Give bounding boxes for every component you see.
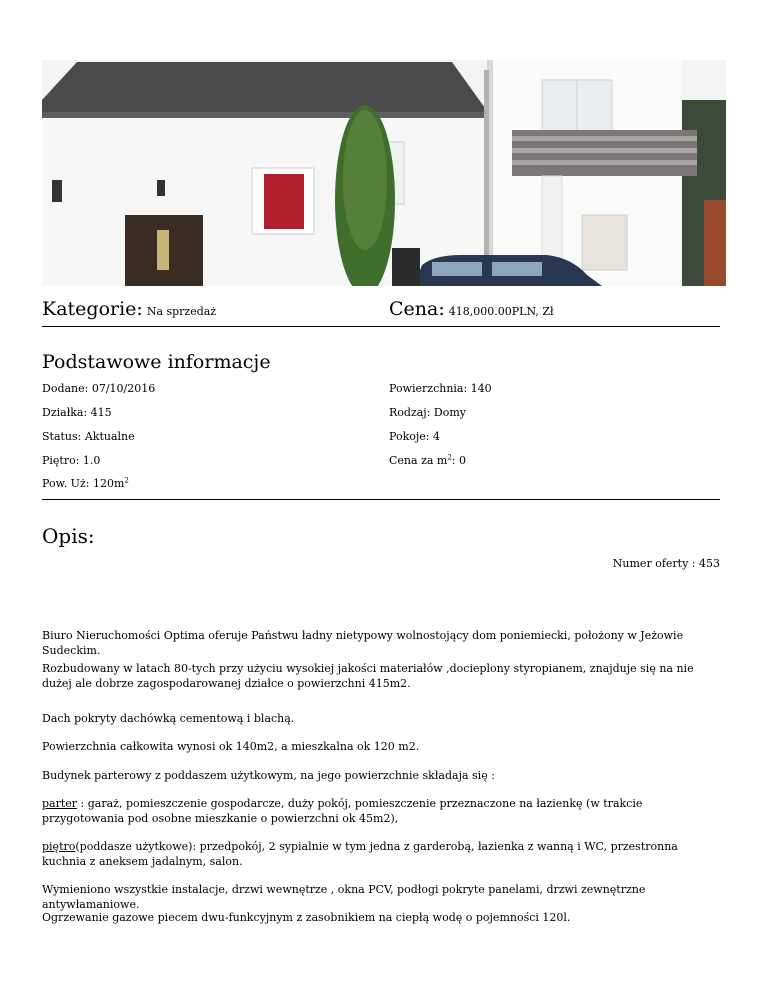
info-usable-area [42, 477, 129, 490]
usable-area-label: Pow. Uż: 120m [42, 477, 125, 490]
info-area: Powierzchnia: 140 [389, 382, 492, 395]
price [389, 298, 554, 320]
description-paragraph: Ogrzewanie gazowe piecem dwu-funkcyjnym z zasobnikiem na ciepłą wodę o pojemności 120l. [42, 911, 571, 924]
category-value: Na sprzedaż [146, 305, 217, 318]
basic-info-heading: Podstawowe informacje [42, 351, 271, 373]
description-paragraph: Dach pokryty dachówką cementową i blachą. [42, 712, 295, 725]
property-photo [42, 60, 726, 286]
sup-2: 2 [447, 453, 452, 462]
summary-row [42, 298, 726, 328]
description-paragraph-ground-floor [42, 796, 712, 826]
offer-number: Numer oferty : 453 [612, 557, 720, 570]
description-paragraph: Budynek parterowy z poddaszem użytkowym, na jego powierzchnie składaja się : [42, 769, 495, 782]
category [42, 298, 216, 320]
description-paragraph: Rozbudowany w latach 80-tych przy użyciu wysokiej jakości materiałów ,docieplony styropianem, znajduje się na nie dużej ale dobrze zagospodarowanej działce o powierzchni 415m2. [42, 662, 694, 690]
price-value: 418,000.00PLN, Zł [448, 305, 554, 318]
info-type: Rodzaj: Domy [389, 406, 466, 419]
description-paragraph-upper-floor [42, 839, 712, 869]
description-paragraph: Powierzchnia całkowita wynosi ok 140m2, a mieszkalna ok 120 m2. [42, 740, 420, 753]
sup-2: 2 [124, 476, 129, 485]
upper-floor-link[interactable]: piętro [42, 840, 76, 853]
ground-floor-text: : garaż, pomieszczenie gospodarcze, duży pokój, pomieszczenie przeznaczone na łazienkę (w trakcie przygotowania pod osobne mieszkanie o powierzchni ok 45m2), [42, 797, 643, 825]
description-heading: Opis: [42, 524, 95, 548]
info-plot: Działka: 415 [42, 406, 112, 419]
info-status: Status: Aktualne [42, 430, 135, 443]
price-per-m-label: Cena za m [389, 454, 448, 467]
info-price-per-m2 [389, 454, 466, 467]
info-rooms: Pokoje: 4 [389, 430, 440, 443]
category-label: Kategorie: [42, 298, 143, 320]
price-label: Cena: [389, 298, 445, 320]
divider [42, 326, 720, 327]
ground-floor-link[interactable]: parter [42, 797, 78, 810]
price-per-m-value: : 0 [451, 454, 467, 467]
description-paragraph: Biuro Nieruchomości Optima oferuje Państwu ładny nietypowy wolnostojący dom poniemiecki, położony w Jeżowie Sudeckim. [42, 629, 684, 657]
description-paragraph: Wymieniono wszystkie instalacje, drzwi wewnętrze , okna PCV, podłogi pokryte panelami, drzwi zewnętrzne antywłamaniowe. [42, 883, 646, 911]
info-floor: Piętro: 1.0 [42, 454, 101, 467]
divider [42, 499, 720, 500]
upper-floor-text: (poddasze użytkowe): przedpokój, 2 sypialnie w tym jedna z garderobą, łazienka z wanną i WC, przestronna kuchnia z aneksem jadalnym, salon. [42, 840, 678, 868]
info-added: Dodane: 07/10/2016 [42, 382, 156, 395]
